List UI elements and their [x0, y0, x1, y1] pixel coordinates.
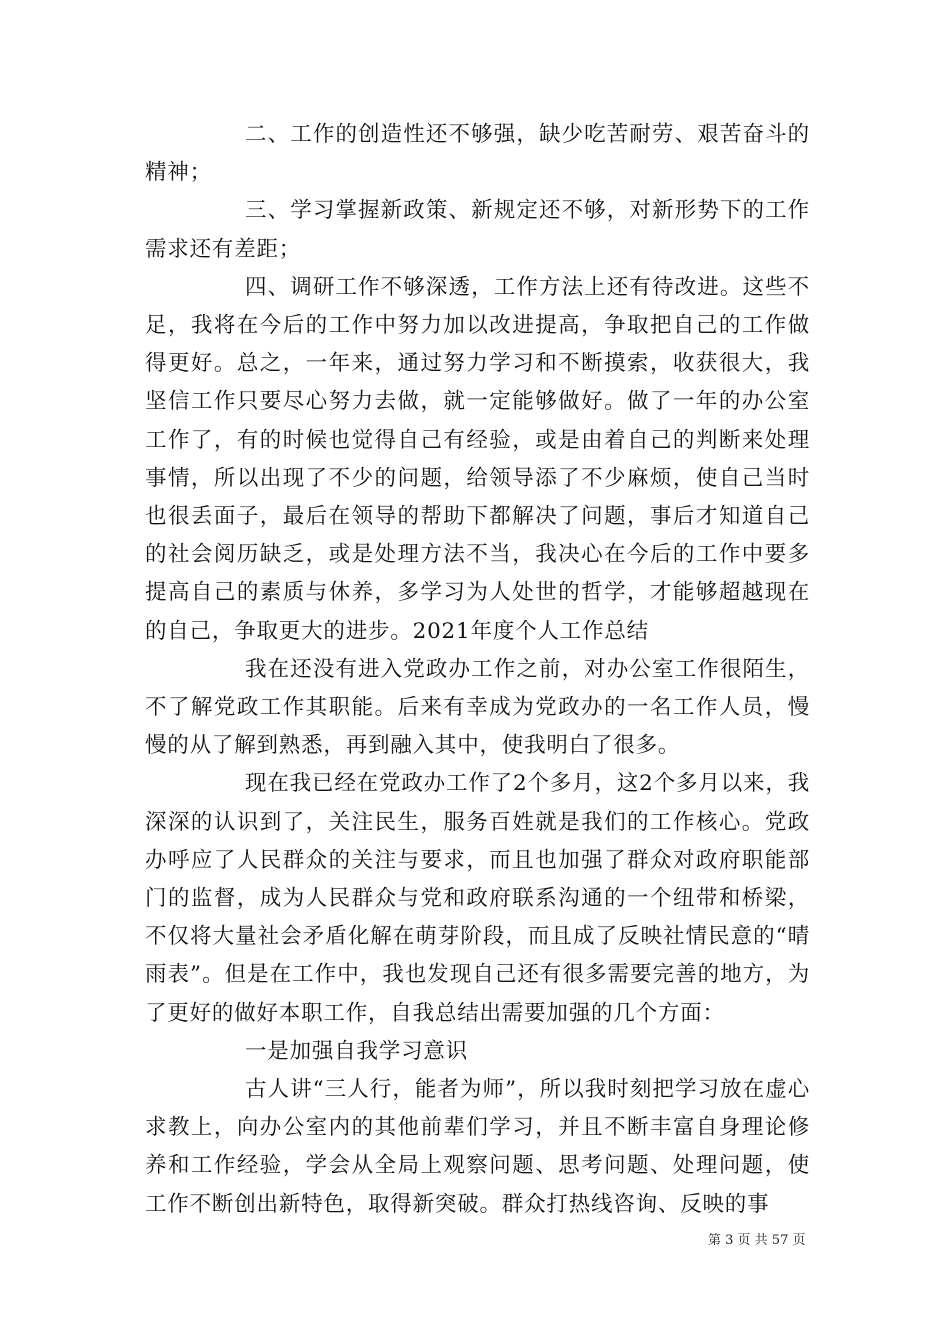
paragraph-3: 四、调研工作不够深透，工作方法上还有待改进。这些不足，我将在今后的工作中努力加以改进提高，争取把自己的工作做得更好。总之，一年来，通过努力学习和不断摸索，收获很大，我坚信工作只要尽心努力去做，就一定能够做好。做了一年的办公室工作了，有的时候也觉得自己有经验，或是由着自己的判断来处理事情，所以出现了不少的问题，给领导添了不少麻烦，使自己当时也很丢面子，最后在领导的帮助下都解决了问题，事后才知道自己的社会阅历缺乏，或是处理方法不当，我决心在今后的工作中要多提高自己的素质与休养，多学习为人处世的哲学，才能够超越现在的自己，争取更大的进步。2021年度个人工作总结 — [145, 274, 810, 644]
paragraph-4: 我在还没有进入党政办工作之前，对办公室工作很陌生，不了解党政工作其职能。后来有幸成为党政办的一名工作人员，慢慢的从了解到熟悉，再到融入其中，使我明白了很多。 — [145, 656, 810, 759]
page-number-footer: 第 3 页 共 57 页 — [708, 1233, 806, 1248]
paragraph-2: 三、学习掌握新政策、新规定还不够，对新形势下的工作需求还有差距； — [145, 198, 810, 262]
paragraph-5: 现在我已经在党政办工作了2个多月，这2个多月以来，我深深的认识到了，关注民生，服务百姓就是我们的工作核心。党政办呼应了人民群众的关注与要求，而且也加强了群众对政府职能部门的监督，成为人民群众与党和政府联系沟通的一个纽带和桥梁，不仅将大量社会矛盾化解在萌芽阶段，而且成了反映社情民意的“晴雨表”。但是在工作中，我也发现自己还有很多需要完善的地方，为了更好的做好本职工作，自我总结出需要加强的几个方面： — [145, 771, 810, 1026]
paragraph-1: 二、工作的创造性还不够强，缺少吃苦耐劳、艰苦奋斗的精神； — [145, 122, 810, 186]
paragraph-7: 古人讲“三人行，能者为师”，所以我时刻把学习放在虚心求教上，向办公室内的其他前辈们学习，并且不断丰富自身理论修养和工作经验，学会从全局上观察问题、思考问题、处理问题，使工作不断创出新特色，取得新突破。群众打热线咨询、反映的事 — [145, 1077, 810, 1217]
paragraph-6: 一是加强自我学习意识 — [245, 1038, 469, 1064]
document-body — [145, 116, 810, 1224]
